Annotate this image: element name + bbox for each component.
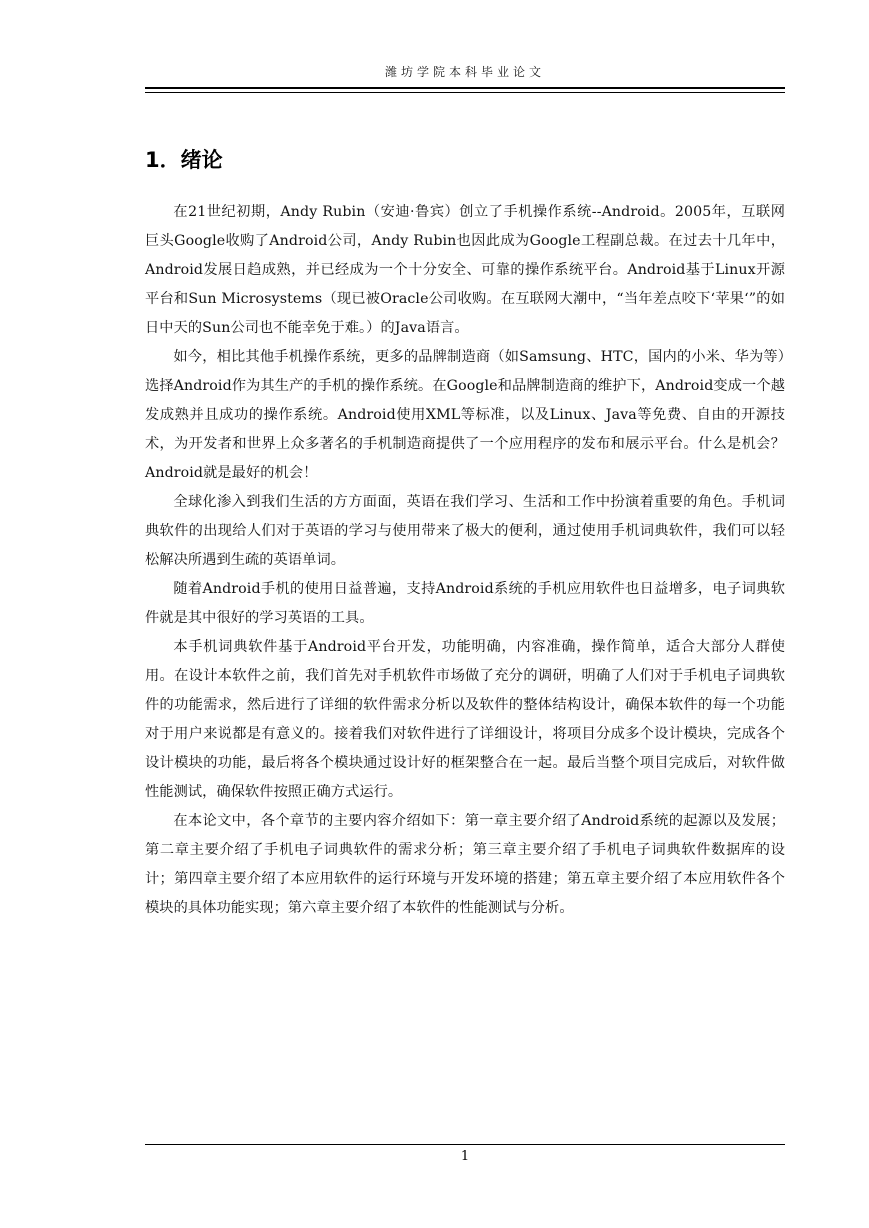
- paragraph-software-design: 本手机词典软件基于Android平台开发，功能明确，内容准确，操作简单，适合大部分人群使用。在设计本软件之前，我们首先对手机软件市场做了充分的调研，明确了人们对于手机电子词典软件的功能需求，然后进行了详细的软件需求分析以及软件的整体结构设计，确保本软件的每一个功能对于用户来说都是有意义的。接着我们对软件进行了详细设计，将项目分成多个设计模块，完成各个设计模块的功能，最后将各个模块通过设计好的框架整合在一起。最后当整个项目完成后，对软件做性能测试，确保软件按照正确方式运行。: [145, 639, 785, 800]
- chapter-title: 1．绪论: [145, 148, 223, 172]
- page-number: 1: [460, 1149, 470, 1164]
- paragraph-dictionary-apps: 随着Android手机的使用日益普遍，支持Android系统的手机应用软件也日益增多，电子词典软件就是其中很好的学习英语的工具。: [145, 581, 785, 626]
- paragraph-english-globalization: 全球化渗入到我们生活的方方面面，英语在我们学习、生活和工作中扮演着重要的角色。手机词典软件的出现给人们对于英语的学习与使用带来了极大的便利，通过使用手机词典软件，我们可以轻松解决所遇到生疏的英语单词。: [145, 494, 785, 568]
- footer-divider: [145, 1144, 785, 1145]
- header-divider-thin: [145, 92, 785, 93]
- body-text: [145, 198, 785, 923]
- paragraph-chapter-overview: 在本论文中，各个章节的主要内容介绍如下：第一章主要介绍了Android系统的起源以及发展；第二章主要介绍了手机电子词典软件的需求分析；第三章主要介绍了手机电子词典软件数据库的设计；第四章主要介绍了本应用软件的运行环境与开发环境的搭建；第五章主要介绍了本应用软件各个模块的具体功能实现；第六章主要介绍了本软件的性能测试与分析。: [145, 813, 785, 916]
- paragraph-android-origin: 在21世纪初期，Andy Rubin（安迪·鲁宾）创立了手机操作系统--Android。2005年，互联网巨头Google收购了Android公司，Andy Rubin也因此成为Google工程副总裁。在过去十几年中，Android发展日趋成熟，并已经成为一个十分安全、可靠的操作系统平台。Android基于Linux开源平台和Sun Microsystems（现已被Oracle公司收购。在互联网大潮中，“当年差点咬下‘苹果‘”的如日中天的Sun公司也不能幸免于难。）的Java语言。: [145, 204, 785, 336]
- page-header-title: 潍坊学院本科毕业论文: [384, 65, 545, 79]
- header-divider-thick: [145, 87, 785, 89]
- paragraph-android-adoption: 如今，相比其他手机操作系统，更多的品牌制造商（如Samsung、HTC，国内的小米、华为等）选择Android作为其生产的手机的操作系统。在Google和品牌制造商的维护下，Android变成一个越发成熟并且成功的操作系统。Android使用XML等标准，以及Linux、Java等免费、自由的开源技术，为开发者和世界上众多著名的手机制造商提供了一个应用程序的发布和展示平台。什么是机会？Android就是最好的机会！: [145, 349, 785, 481]
